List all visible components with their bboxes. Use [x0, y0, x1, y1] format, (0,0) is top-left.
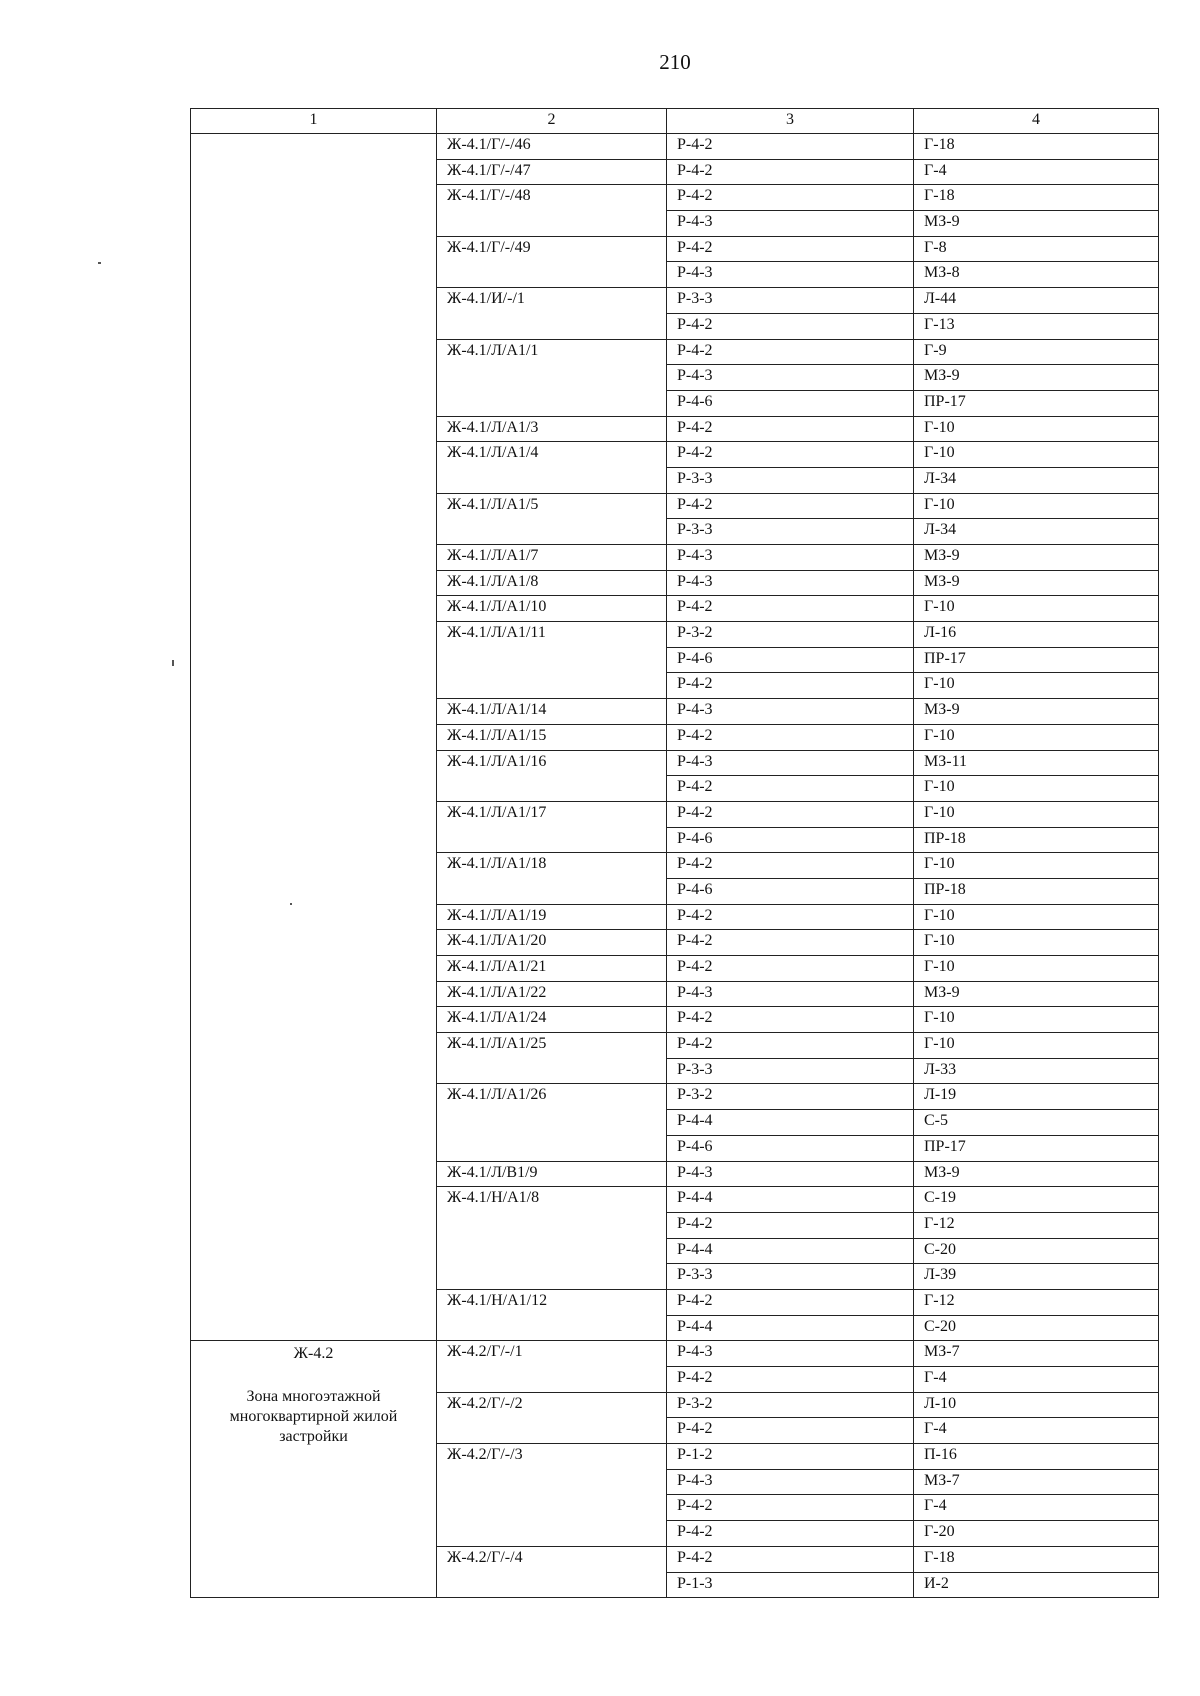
- reference-code-cell: Р-3-2: [667, 1392, 914, 1418]
- object-code-cell: Л-34: [914, 467, 1159, 493]
- subzone-code-cell: Ж-4.2/Г/-/4: [437, 1546, 667, 1597]
- object-code-cell: Г-4: [914, 1418, 1159, 1444]
- reference-code-cell: Р-4-2: [667, 236, 914, 262]
- reference-code-cell: Р-4-2: [667, 853, 914, 879]
- object-code-cell: Г-10: [914, 1033, 1159, 1059]
- object-code-cell: Г-4: [914, 159, 1159, 185]
- subzone-code-cell: Ж-4.1/Л/А1/7: [437, 545, 667, 571]
- object-code-cell: Л-19: [914, 1084, 1159, 1110]
- object-code-cell: Г-10: [914, 673, 1159, 699]
- zone-name: Зона многоэтажной многоквартирной жилой застройки: [229, 1388, 398, 1446]
- reference-code-cell: Р-4-2: [667, 673, 914, 699]
- object-code-cell: Г-10: [914, 596, 1159, 622]
- reference-code-cell: Р-4-2: [667, 1495, 914, 1521]
- column-header-4: 4: [914, 109, 1159, 134]
- reference-code-cell: Р-3-2: [667, 1084, 914, 1110]
- reference-code-cell: Р-3-3: [667, 519, 914, 545]
- reference-code-cell: Р-4-2: [667, 1033, 914, 1059]
- object-code-cell: ПР-18: [914, 878, 1159, 904]
- object-code-cell: Г-10: [914, 904, 1159, 930]
- subzone-code-cell: Ж-4.1/Л/А1/1: [437, 339, 667, 416]
- object-code-cell: Г-18: [914, 1546, 1159, 1572]
- object-code-cell: Г-10: [914, 776, 1159, 802]
- object-code-cell: Л-44: [914, 288, 1159, 314]
- object-code-cell: ПР-17: [914, 390, 1159, 416]
- subzone-code-cell: Ж-4.1/Г/-/48: [437, 185, 667, 236]
- table-row: [191, 1341, 1159, 1367]
- object-code-cell: МЗ-9: [914, 545, 1159, 571]
- object-code-cell: МЗ-7: [914, 1341, 1159, 1367]
- reference-code-cell: Р-4-2: [667, 1212, 914, 1238]
- scan-speck: [172, 660, 174, 666]
- object-code-cell: Г-10: [914, 442, 1159, 468]
- subzone-code-cell: Ж-4.1/Л/А1/25: [437, 1033, 667, 1084]
- reference-code-cell: Р-4-3: [667, 750, 914, 776]
- reference-code-cell: Р-4-6: [667, 647, 914, 673]
- subzone-code-cell: Ж-4.1/Л/А1/20: [437, 930, 667, 956]
- object-code-cell: МЗ-7: [914, 1469, 1159, 1495]
- object-code-cell: Г-10: [914, 956, 1159, 982]
- object-code-cell: Л-39: [914, 1264, 1159, 1290]
- object-code-cell: Г-10: [914, 493, 1159, 519]
- zone-code: Ж-4.2: [293, 1345, 334, 1363]
- table-body: [191, 134, 1159, 1598]
- reference-code-cell: Р-4-2: [667, 724, 914, 750]
- reference-code-cell: Р-3-3: [667, 1264, 914, 1290]
- reference-code-cell: Р-4-3: [667, 570, 914, 596]
- object-code-cell: МЗ-11: [914, 750, 1159, 776]
- reference-code-cell: Р-4-2: [667, 930, 914, 956]
- reference-code-cell: Р-4-3: [667, 1161, 914, 1187]
- object-code-cell: Г-13: [914, 313, 1159, 339]
- subzone-code-cell: Ж-4.1/Л/А1/14: [437, 699, 667, 725]
- reference-code-cell: Р-4-3: [667, 981, 914, 1007]
- subzone-code-cell: Ж-4.1/Л/А1/10: [437, 596, 667, 622]
- reference-code-cell: Р-4-6: [667, 1135, 914, 1161]
- reference-code-cell: Р-4-2: [667, 442, 914, 468]
- object-code-cell: Г-12: [914, 1212, 1159, 1238]
- reference-code-cell: Р-3-3: [667, 1058, 914, 1084]
- reference-code-cell: Р-4-2: [667, 1418, 914, 1444]
- object-code-cell: МЗ-9: [914, 1161, 1159, 1187]
- subzone-code-cell: Ж-4.1/Л/В1/9: [437, 1161, 667, 1187]
- reference-code-cell: Р-4-2: [667, 1367, 914, 1393]
- scan-speck: [290, 903, 292, 905]
- reference-code-cell: Р-4-3: [667, 1341, 914, 1367]
- subzone-code-cell: Ж-4.1/Л/А1/16: [437, 750, 667, 801]
- subzone-code-cell: Ж-4.1/Г/-/46: [437, 134, 667, 160]
- object-code-cell: МЗ-9: [914, 981, 1159, 1007]
- reference-code-cell: Р-4-3: [667, 545, 914, 571]
- subzone-code-cell: Ж-4.1/Л/А1/15: [437, 724, 667, 750]
- object-code-cell: Г-4: [914, 1367, 1159, 1393]
- object-code-cell: Г-9: [914, 339, 1159, 365]
- subzone-code-cell: Ж-4.1/Л/А1/17: [437, 801, 667, 852]
- object-code-cell: МЗ-9: [914, 570, 1159, 596]
- reference-code-cell: Р-4-4: [667, 1315, 914, 1341]
- reference-code-cell: Р-4-3: [667, 262, 914, 288]
- reference-code-cell: Р-4-2: [667, 596, 914, 622]
- subzone-code-cell: Ж-4.1/Л/А1/4: [437, 442, 667, 493]
- object-code-cell: Г-10: [914, 724, 1159, 750]
- reference-code-cell: Р-4-2: [667, 1007, 914, 1033]
- subzone-code-cell: Ж-4.1/Л/А1/24: [437, 1007, 667, 1033]
- reference-code-cell: Р-4-3: [667, 699, 914, 725]
- reference-code-cell: Р-1-3: [667, 1572, 914, 1598]
- reference-code-cell: Р-4-4: [667, 1110, 914, 1136]
- object-code-cell: ПР-17: [914, 647, 1159, 673]
- zone-cell: [191, 134, 437, 1341]
- object-code-cell: П-16: [914, 1444, 1159, 1470]
- subzone-code-cell: Ж-4.1/Г/-/49: [437, 236, 667, 287]
- object-code-cell: И-2: [914, 1572, 1159, 1598]
- subzone-code-cell: Ж-4.1/Л/А1/26: [437, 1084, 667, 1161]
- reference-code-cell: Р-4-2: [667, 339, 914, 365]
- reference-code-cell: Р-1-2: [667, 1444, 914, 1470]
- reference-code-cell: Р-4-2: [667, 313, 914, 339]
- reference-code-cell: Р-4-6: [667, 827, 914, 853]
- reference-code-cell: Р-4-2: [667, 801, 914, 827]
- reference-code-cell: Р-3-3: [667, 467, 914, 493]
- subzone-code-cell: Ж-4.1/Л/А1/3: [437, 416, 667, 442]
- table-header: [191, 109, 1159, 134]
- subzone-code-cell: Ж-4.2/Г/-/2: [437, 1392, 667, 1443]
- object-code-cell: Г-10: [914, 416, 1159, 442]
- object-code-cell: С-19: [914, 1187, 1159, 1213]
- reference-code-cell: Р-4-3: [667, 365, 914, 391]
- object-code-cell: МЗ-9: [914, 211, 1159, 237]
- reference-code-cell: Р-4-2: [667, 159, 914, 185]
- reference-code-cell: Р-4-2: [667, 416, 914, 442]
- column-header-3: 3: [667, 109, 914, 134]
- subzone-code-cell: Ж-4.1/Л/А1/19: [437, 904, 667, 930]
- reference-code-cell: Р-4-2: [667, 493, 914, 519]
- reference-code-cell: Р-4-6: [667, 878, 914, 904]
- reference-code-cell: Р-4-2: [667, 1289, 914, 1315]
- reference-code-cell: Р-4-2: [667, 1521, 914, 1547]
- table-row: [191, 134, 1159, 160]
- object-code-cell: С-5: [914, 1110, 1159, 1136]
- object-code-cell: Г-18: [914, 134, 1159, 160]
- object-code-cell: Г-10: [914, 853, 1159, 879]
- page-number: 210: [659, 50, 691, 74]
- subzone-code-cell: Ж-4.1/Л/А1/18: [437, 853, 667, 904]
- object-code-cell: Г-4: [914, 1495, 1159, 1521]
- subzone-code-cell: Ж-4.1/Л/А1/5: [437, 493, 667, 544]
- zoning-table: [190, 108, 1159, 1598]
- reference-code-cell: Р-3-3: [667, 288, 914, 314]
- object-code-cell: ПР-17: [914, 1135, 1159, 1161]
- reference-code-cell: Р-4-2: [667, 776, 914, 802]
- object-code-cell: Г-18: [914, 185, 1159, 211]
- reference-code-cell: Р-4-6: [667, 390, 914, 416]
- subzone-code-cell: Ж-4.1/Л/А1/11: [437, 622, 667, 699]
- reference-code-cell: Р-4-3: [667, 211, 914, 237]
- subzone-code-cell: Ж-4.2/Г/-/3: [437, 1444, 667, 1547]
- scan-speck: [98, 262, 101, 264]
- subzone-code-cell: Ж-4.1/Л/А1/8: [437, 570, 667, 596]
- reference-code-cell: Р-4-3: [667, 1469, 914, 1495]
- object-code-cell: Г-8: [914, 236, 1159, 262]
- reference-code-cell: Р-4-2: [667, 1546, 914, 1572]
- object-code-cell: С-20: [914, 1315, 1159, 1341]
- object-code-cell: Г-10: [914, 801, 1159, 827]
- column-header-1: 1: [191, 109, 437, 134]
- reference-code-cell: Р-3-2: [667, 622, 914, 648]
- object-code-cell: С-20: [914, 1238, 1159, 1264]
- header-row: [191, 109, 1159, 134]
- object-code-cell: МЗ-8: [914, 262, 1159, 288]
- reference-code-cell: Р-4-4: [667, 1187, 914, 1213]
- object-code-cell: Л-10: [914, 1392, 1159, 1418]
- object-code-cell: Г-12: [914, 1289, 1159, 1315]
- reference-code-cell: Р-4-4: [667, 1238, 914, 1264]
- column-header-2: 2: [437, 109, 667, 134]
- object-code-cell: Г-20: [914, 1521, 1159, 1547]
- reference-code-cell: Р-4-2: [667, 904, 914, 930]
- object-code-cell: ПР-18: [914, 827, 1159, 853]
- subzone-code-cell: Ж-4.1/Л/А1/21: [437, 956, 667, 982]
- reference-code-cell: Р-4-2: [667, 956, 914, 982]
- subzone-code-cell: Ж-4.2/Г/-/1: [437, 1341, 667, 1392]
- object-code-cell: Г-10: [914, 1007, 1159, 1033]
- object-code-cell: Л-34: [914, 519, 1159, 545]
- object-code-cell: МЗ-9: [914, 365, 1159, 391]
- reference-code-cell: Р-4-2: [667, 185, 914, 211]
- reference-code-cell: Р-4-2: [667, 134, 914, 160]
- object-code-cell: Г-10: [914, 930, 1159, 956]
- object-code-cell: Л-16: [914, 622, 1159, 648]
- subzone-code-cell: Ж-4.1/Л/А1/22: [437, 981, 667, 1007]
- subzone-code-cell: Ж-4.1/Г/-/47: [437, 159, 667, 185]
- subzone-code-cell: Ж-4.1/И/-/1: [437, 288, 667, 339]
- subzone-code-cell: Ж-4.1/Н/А1/8: [437, 1187, 667, 1290]
- zone-cell: [191, 1341, 437, 1598]
- object-code-cell: МЗ-9: [914, 699, 1159, 725]
- subzone-code-cell: Ж-4.1/Н/А1/12: [437, 1289, 667, 1340]
- object-code-cell: Л-33: [914, 1058, 1159, 1084]
